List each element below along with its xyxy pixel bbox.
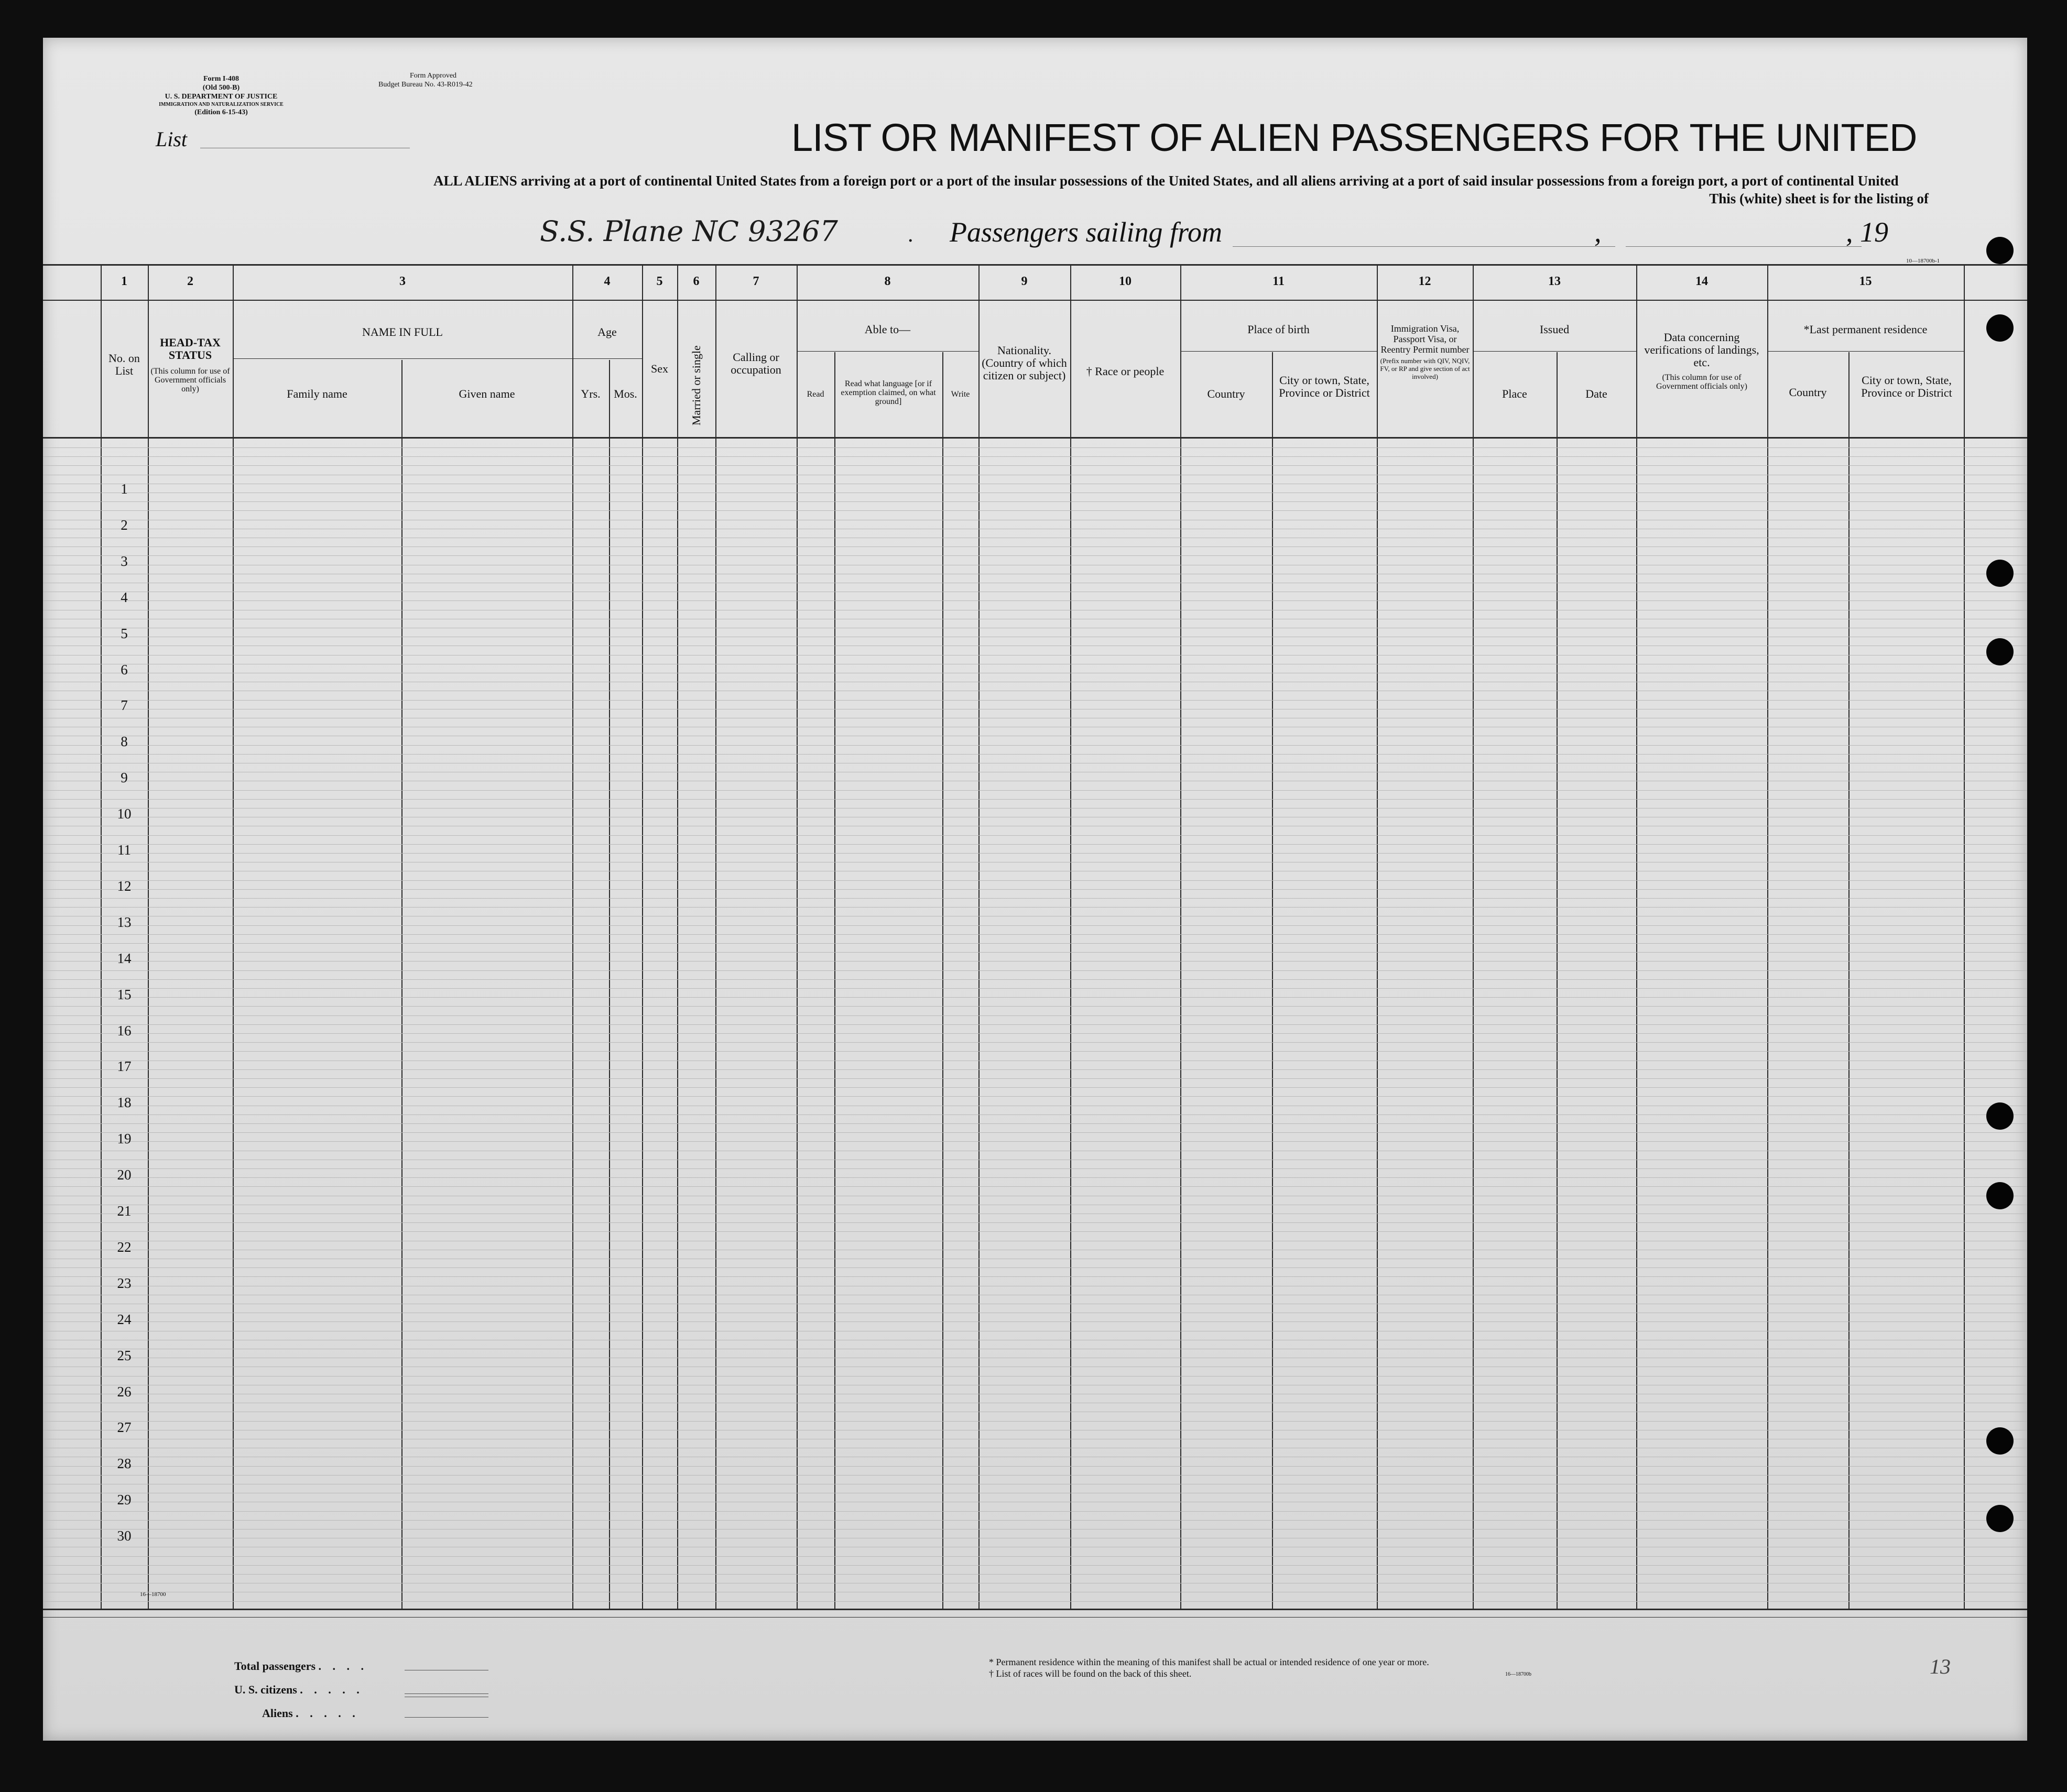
ledger-rule <box>43 952 2027 953</box>
ledger-rule <box>43 700 2027 701</box>
ledger-rule <box>43 1511 2027 1512</box>
binder-hole <box>1986 1102 2014 1130</box>
header-visa-note: (Prefix number with QIV, NQIV, FV, or RP and give section of act involved) <box>1380 357 1470 380</box>
header-issued-date: Date <box>1585 387 1607 400</box>
table-top-border <box>43 264 2027 266</box>
col-line <box>834 352 835 1609</box>
ledger-rule <box>43 1520 2027 1521</box>
row-number-13: 13 <box>117 914 132 930</box>
col-line <box>1272 352 1273 1609</box>
page-mark: 13 <box>1930 1655 1951 1678</box>
footer-code: 16—18700b <box>1505 1671 1531 1677</box>
header-visa-block <box>1378 323 1472 380</box>
ledger-rule <box>43 934 2027 935</box>
ledger-rule <box>43 456 2027 457</box>
ledger-rule <box>43 1565 2027 1566</box>
footer-aliens <box>262 1707 360 1720</box>
header-head-tax-note: (This column for use of Government officials only) <box>150 367 230 394</box>
row-number-7: 7 <box>121 697 128 714</box>
service: IMMIGRATION AND NATURALIZATION SERVICE <box>159 102 284 107</box>
colnum-7: 7 <box>753 275 759 288</box>
header-given-name: Given name <box>459 387 515 400</box>
row-number-24: 24 <box>117 1311 132 1327</box>
form-id-block <box>143 74 300 117</box>
header-residence-country: Country <box>1789 386 1827 399</box>
colnum-15: 15 <box>1859 275 1872 288</box>
colnum-2: 2 <box>187 275 193 288</box>
colnum-14: 14 <box>1695 275 1708 288</box>
ledger-rule <box>43 988 2027 989</box>
approval-block <box>378 71 473 89</box>
footnote-1: * Permanent residence within the meaning of this manifest shall be actual or intended residence of one year or more. <box>989 1657 1429 1667</box>
footer-us-citizens <box>234 1683 364 1697</box>
header-data-concerning: Data concerning verifications of landings, etc. <box>1644 331 1759 369</box>
ledger-rule <box>43 510 2027 511</box>
row-number-20: 20 <box>117 1167 132 1183</box>
row-number-6: 6 <box>121 661 128 678</box>
binder-hole <box>1986 560 2014 587</box>
colnum-9: 9 <box>1021 275 1028 288</box>
header-race: † Race or people <box>1086 365 1165 378</box>
row-number-11: 11 <box>117 842 131 858</box>
aliens-dots: . . . . . <box>296 1707 360 1720</box>
ledger-rule <box>43 844 2027 845</box>
row-number-25: 25 <box>117 1347 132 1363</box>
ledger-rule <box>43 745 2027 746</box>
row-number-10: 10 <box>117 806 132 822</box>
ledger-rule <box>43 1132 2027 1133</box>
ledger-rule <box>43 1024 2027 1025</box>
binder-hole <box>1986 314 2014 342</box>
ledger-rule <box>43 1006 2027 1007</box>
ledger-rule <box>43 1475 2027 1476</box>
ledger-rule <box>43 465 2027 466</box>
ledger-rule <box>43 754 2027 755</box>
colnum-12: 12 <box>1418 275 1431 288</box>
ledger-rule <box>43 1168 2027 1169</box>
list-label: List <box>156 127 188 151</box>
header-read-language: Read what language [or if exemption claimed, on what ground] <box>841 379 936 406</box>
year-prefix: , 19 <box>1846 216 1888 248</box>
ledger-rule <box>43 790 2027 791</box>
ledger-rule <box>43 970 2027 971</box>
ledger-rule <box>43 1574 2027 1575</box>
ledger-rule <box>43 1177 2027 1178</box>
row-number-18: 18 <box>117 1095 132 1111</box>
ledger-rule <box>43 925 2027 926</box>
row-number-4: 4 <box>121 589 128 605</box>
ledger-rule <box>43 555 2027 556</box>
header-write: Write <box>951 390 970 399</box>
header-married: Married or single <box>690 345 703 425</box>
col-line <box>1848 352 1850 1609</box>
ledger-rule <box>43 1466 2027 1467</box>
aliens-field[interactable] <box>405 1717 488 1718</box>
header-read: Read <box>807 390 824 399</box>
binder-hole <box>1986 1505 2014 1532</box>
table-bottom-border <box>43 1609 2027 1610</box>
colnum-13: 13 <box>1548 275 1561 288</box>
binder-hole <box>1986 237 2014 264</box>
vessel-period: . <box>908 223 913 247</box>
row-number-12: 12 <box>117 878 132 894</box>
ledger-rule <box>43 889 2027 890</box>
ledger-rule <box>43 1267 2027 1268</box>
row-number-22: 22 <box>117 1239 132 1255</box>
row-number-23: 23 <box>117 1275 132 1291</box>
column-number-border <box>43 300 2027 301</box>
header-able-to: Able to— <box>864 323 911 336</box>
header-calling: Calling or occupation <box>731 351 781 376</box>
ledger-rule <box>43 1096 2027 1097</box>
colnum-6: 6 <box>693 275 700 288</box>
footer-total-passengers <box>234 1659 368 1673</box>
subtitle-line-2: This (white) sheet is for the listing of <box>1709 191 1929 206</box>
ledger-rule <box>43 979 2027 980</box>
header-name-in-full: NAME IN FULL <box>362 325 443 338</box>
edition: (Edition 6-15-43) <box>194 108 248 116</box>
ledger-rule <box>43 1114 2027 1115</box>
residence-subheader-line <box>1767 351 1964 352</box>
aliens-label: Aliens <box>262 1707 293 1720</box>
row-number-17: 17 <box>117 1058 132 1075</box>
ledger-rule <box>43 1276 2027 1277</box>
header-residence-city: City or town, State, Province or District <box>1861 374 1952 399</box>
header-mos: Mos. <box>614 387 637 400</box>
ledger-rule <box>43 799 2027 800</box>
header-head-tax: HEAD-TAX STATUS <box>160 336 221 362</box>
header-issued: Issued <box>1539 323 1570 336</box>
colnum-8: 8 <box>884 275 891 288</box>
header-issued-place: Place <box>1502 387 1527 400</box>
subtitle-line-1: ALL ALIENS arriving at a port of continental United States from a foreign port or a port of the insular possessions of the United States, and all aliens arriving at a port of said insular possessions from a foreign port, a port of continental United <box>433 173 1899 189</box>
header-no-on-list: No. on List <box>108 352 140 377</box>
row-number-3: 3 <box>121 553 128 569</box>
row-number-9: 9 <box>121 770 128 786</box>
ledger-rule <box>43 1033 2027 1034</box>
ledger-rule <box>43 907 2027 908</box>
row-number-14: 14 <box>117 950 132 966</box>
ledger-rule <box>43 1078 2027 1079</box>
us-citizens-field[interactable] <box>405 1693 488 1694</box>
header-data-block <box>1641 331 1762 391</box>
header-birth-city: City or town, State, Province or District <box>1279 374 1370 399</box>
manifest-sheet <box>43 38 2027 1741</box>
ledger-rule <box>43 1087 2027 1088</box>
vessel-handwritten: S.S. Plane NC 93267 <box>540 215 838 248</box>
total-passengers-label: Total passengers <box>234 1659 316 1673</box>
sailing-label: Passengers sailing from <box>950 216 1223 248</box>
binder-hole <box>1986 1427 2014 1455</box>
row-number-28: 28 <box>117 1456 132 1472</box>
ledger-rule <box>43 1015 2027 1016</box>
ledger-rule <box>43 1222 2027 1223</box>
ledger-rule <box>43 1051 2027 1052</box>
ledger-rule <box>43 447 2027 448</box>
sailing-port-line <box>1233 246 1615 247</box>
header-head-tax-block <box>149 336 232 394</box>
able-subheader-line <box>797 351 978 352</box>
row-number-15: 15 <box>117 986 132 1002</box>
ledger-rule <box>43 1556 2027 1557</box>
page-title: LIST OR MANIFEST OF ALIEN PASSENGERS FOR THE UNITED <box>791 116 1917 159</box>
ledger-rule <box>43 1123 2027 1124</box>
footnote-2: † List of races will be found on the back of this sheet. <box>989 1668 1192 1679</box>
department: U. S. DEPARTMENT OF JUSTICE <box>165 93 278 101</box>
ledger-rule <box>43 1069 2027 1070</box>
ledger-rule <box>43 1141 2027 1142</box>
ledger-rule <box>43 1231 2027 1232</box>
header-place-of-birth: Place of birth <box>1247 323 1310 336</box>
row-number-1: 1 <box>121 481 128 497</box>
header-last-residence: *Last permanent residence <box>1803 323 1928 336</box>
colnum-5: 5 <box>656 275 663 288</box>
binder-hole <box>1986 638 2014 665</box>
ledger-rule <box>43 1321 2027 1322</box>
header-bottom-border <box>43 437 2027 439</box>
colnum-10: 10 <box>1119 275 1132 288</box>
name-subheader-line <box>233 358 572 359</box>
row-number-8: 8 <box>121 734 128 750</box>
row-number-21: 21 <box>117 1203 132 1219</box>
row-number-26: 26 <box>117 1383 132 1400</box>
ledger-rule <box>43 1042 2027 1043</box>
header-visa: Immigration Visa, Passport Visa, or Reentry Permit number <box>1380 323 1470 355</box>
row-number-2: 2 <box>121 517 128 533</box>
ledger-rule <box>43 898 2027 899</box>
birth-subheader-line <box>1180 351 1377 352</box>
bottom-code: 16—18700 <box>140 1591 166 1598</box>
colnum-1: 1 <box>121 275 127 288</box>
header-birth-country: Country <box>1207 387 1245 400</box>
row-number-19: 19 <box>117 1131 132 1147</box>
row-number-16: 16 <box>117 1022 132 1039</box>
top-code: 10—18700b-1 <box>1906 258 1940 264</box>
header-yrs: Yrs. <box>581 387 601 400</box>
us-citizens-label: U. S. citizens <box>234 1683 297 1696</box>
col-line <box>942 352 943 1609</box>
header-data-note: (This column for use of Government officials only) <box>1656 373 1747 391</box>
ledger-rule <box>43 943 2027 944</box>
row-number-30: 30 <box>117 1528 132 1544</box>
ledger-rule <box>43 835 2027 836</box>
colnum-4: 4 <box>604 275 611 288</box>
header-age: Age <box>597 325 617 338</box>
colnum-11: 11 <box>1272 275 1285 288</box>
ledger-rule <box>43 880 2027 881</box>
ledger-rule <box>43 1186 2027 1187</box>
ledger-rule <box>43 501 2027 502</box>
ledger-rule <box>43 1601 2027 1602</box>
ledger-rule <box>43 600 2027 601</box>
header-family-name: Family name <box>287 387 347 400</box>
total-passengers-dots: . . . . <box>318 1659 368 1673</box>
binder-hole <box>1986 1182 2014 1209</box>
us-citizens-dots: . . . . . <box>300 1683 364 1696</box>
ledger-rule <box>43 1421 2027 1422</box>
colnum-3: 3 <box>399 275 406 288</box>
row-number-5: 5 <box>121 625 128 641</box>
old-number: (Old 500-B) <box>202 84 240 92</box>
comma-mark: , <box>1594 216 1602 248</box>
ledger-rule <box>43 853 2027 854</box>
budget-bureau: Budget Bureau No. 43-R019-42 <box>378 81 473 89</box>
header-sex: Sex <box>651 362 668 375</box>
row-number-27: 27 <box>117 1419 132 1436</box>
age-subheader-line <box>572 358 642 359</box>
row-number-29: 29 <box>117 1492 132 1508</box>
table-bottom-border-2 <box>43 1617 2027 1618</box>
col-line <box>1557 352 1558 1609</box>
ledger-rule <box>43 997 2027 998</box>
form-approved: Form Approved <box>410 72 457 80</box>
issued-subheader-line <box>1473 351 1636 352</box>
sailing-date-line <box>1626 246 1862 247</box>
header-nationality: Nationality. (Country of which citizen or subject) <box>982 344 1067 382</box>
form-number: Form I-408 <box>203 75 240 83</box>
